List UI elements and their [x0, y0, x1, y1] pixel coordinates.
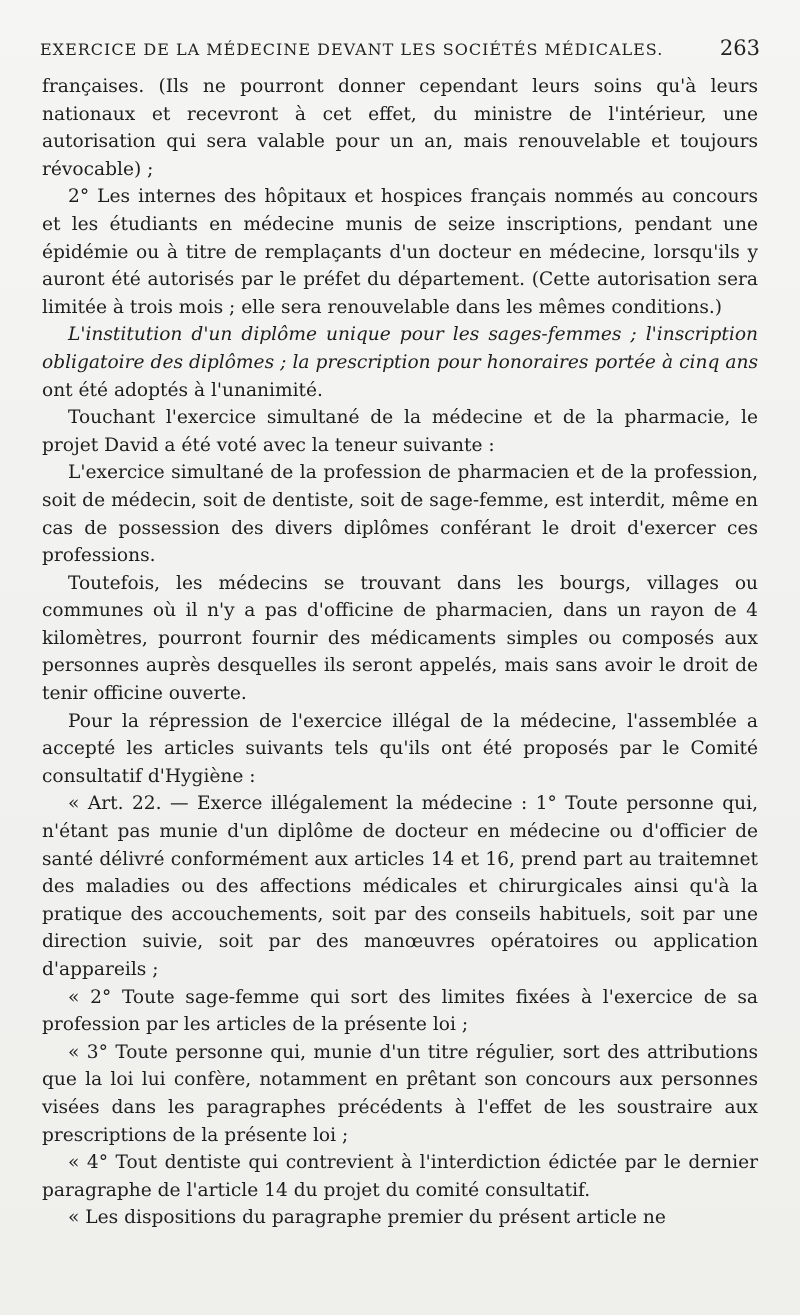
- paragraph-text: « 2° Toute sage-femme qui sort des limites fixées à l'exercice de sa profession par les articles de la présente loi ;: [42, 986, 758, 1036]
- paragraph-text: ont été adoptés à l'unanimité.: [42, 379, 323, 401]
- paragraph-2: [42, 183, 758, 321]
- paragraph-text: « 3° Toute personne qui, munie d'un titre régulier, sort des attributions que la loi lui confère, notamment en prêtant son concours aux personnes visées dans les paragraphes précédents à l'effet de les soustraire aux prescriptions de la présente loi ;: [42, 1041, 758, 1146]
- page-number: 263: [719, 36, 760, 60]
- paragraph-text: « 4° Tout dentiste qui contrevient à l'interdiction édictée par le dernier paragraphe de l'article 14 du projet du comité consultatif.: [42, 1152, 758, 1201]
- paragraph-text: Toutefois, les médecins se trouvant dans les bourgs, villages ou communes où il n'y a pas d'officine de pharmacien, dans un rayon de 4 kilomètres, pourront fournir des médicaments simples ou composés aux personnes auprès desquelles ils seront appelés, mais sans avoir le droit de tenir officine ouverte.: [42, 572, 758, 705]
- paragraph-text: Touchant l'exercice simultané de la médecine et de la pharmacie, le projet David a été voté avec la teneur suivante :: [42, 407, 758, 456]
- paragraph-8: [42, 790, 758, 983]
- body-text: [42, 73, 758, 1232]
- paragraph-11: [42, 1149, 758, 1204]
- paragraph-10: [42, 1039, 758, 1149]
- paragraph-text: « Art. 22. — Exerce illégalement la médecine : 1° Toute personne qui, n'étant pas munie d'un diplôme de docteur en médecine ou d'officier de santé délivré conformément aux articles 14 et 16, prend part au traitemnet des maladies ou des affections médicales et chirurgicales ainsi qu'à la pratique des accouchements, soit par des conseils habituels, soit par une direction suivie, soit par des manœuvres opératoires ou application d'appareils ;: [42, 793, 758, 980]
- paragraph-text: 2° Les internes des hôpitaux et hospices français nommés au concours et les étudiants en médecine munis de seize inscriptions, pendant une épidémie ou à titre de remplaçants d'un docteur en médecine, lorsqu'ils y auront été autorisés par le préfet du département. (Cette autorisation sera limitée à trois mois ; elle sera renouvelable dans les mêmes conditions.): [42, 186, 758, 318]
- paragraph-text: L'exercice simultané de la profession de pharmacien et de la profession, soit de médecin, soit de dentiste, soit de sage-femme, est interdit, même en cas de possession des divers diplômes conférant le droit d'exercer ces professions.: [42, 462, 758, 567]
- paragraph-1: [42, 73, 758, 183]
- running-head: EXERCICE DE LA MÉDECINE DEVANT LES SOCIÉTÉS MÉDICALES.: [40, 40, 664, 59]
- paragraph-9: [42, 984, 758, 1039]
- paragraph-text: « Les dispositions du paragraphe premier du présent article ne: [68, 1207, 666, 1229]
- paragraph-text: françaises. (Ils ne pourront donner cependant leurs soins qu'à leurs nationaux et recevront à cet effet, du ministre de l'intérieur, une autorisation qui sera valable pour un an, mais renouvelable et toujours révocable) ;: [42, 76, 758, 180]
- paragraph-4: [42, 404, 758, 459]
- paragraph-5: [42, 459, 758, 569]
- paragraph-italic: L'institution d'un diplôme unique pour les sages-femmes ; l'inscription obligatoire des diplômes ; la prescription pour honoraires portée à cinq ans: [42, 324, 758, 373]
- paragraph-6: [42, 570, 758, 708]
- page-header: [40, 36, 760, 66]
- paragraph-text: Pour la répression de l'exercice illégal de la médecine, l'assemblée a accepté les articles suivants tels qu'ils ont été proposés par le Comité consultatif d'Hygiène :: [42, 710, 758, 787]
- paragraph-12: [42, 1204, 758, 1232]
- paragraph-7: [42, 708, 758, 791]
- paragraph-3: [42, 321, 758, 404]
